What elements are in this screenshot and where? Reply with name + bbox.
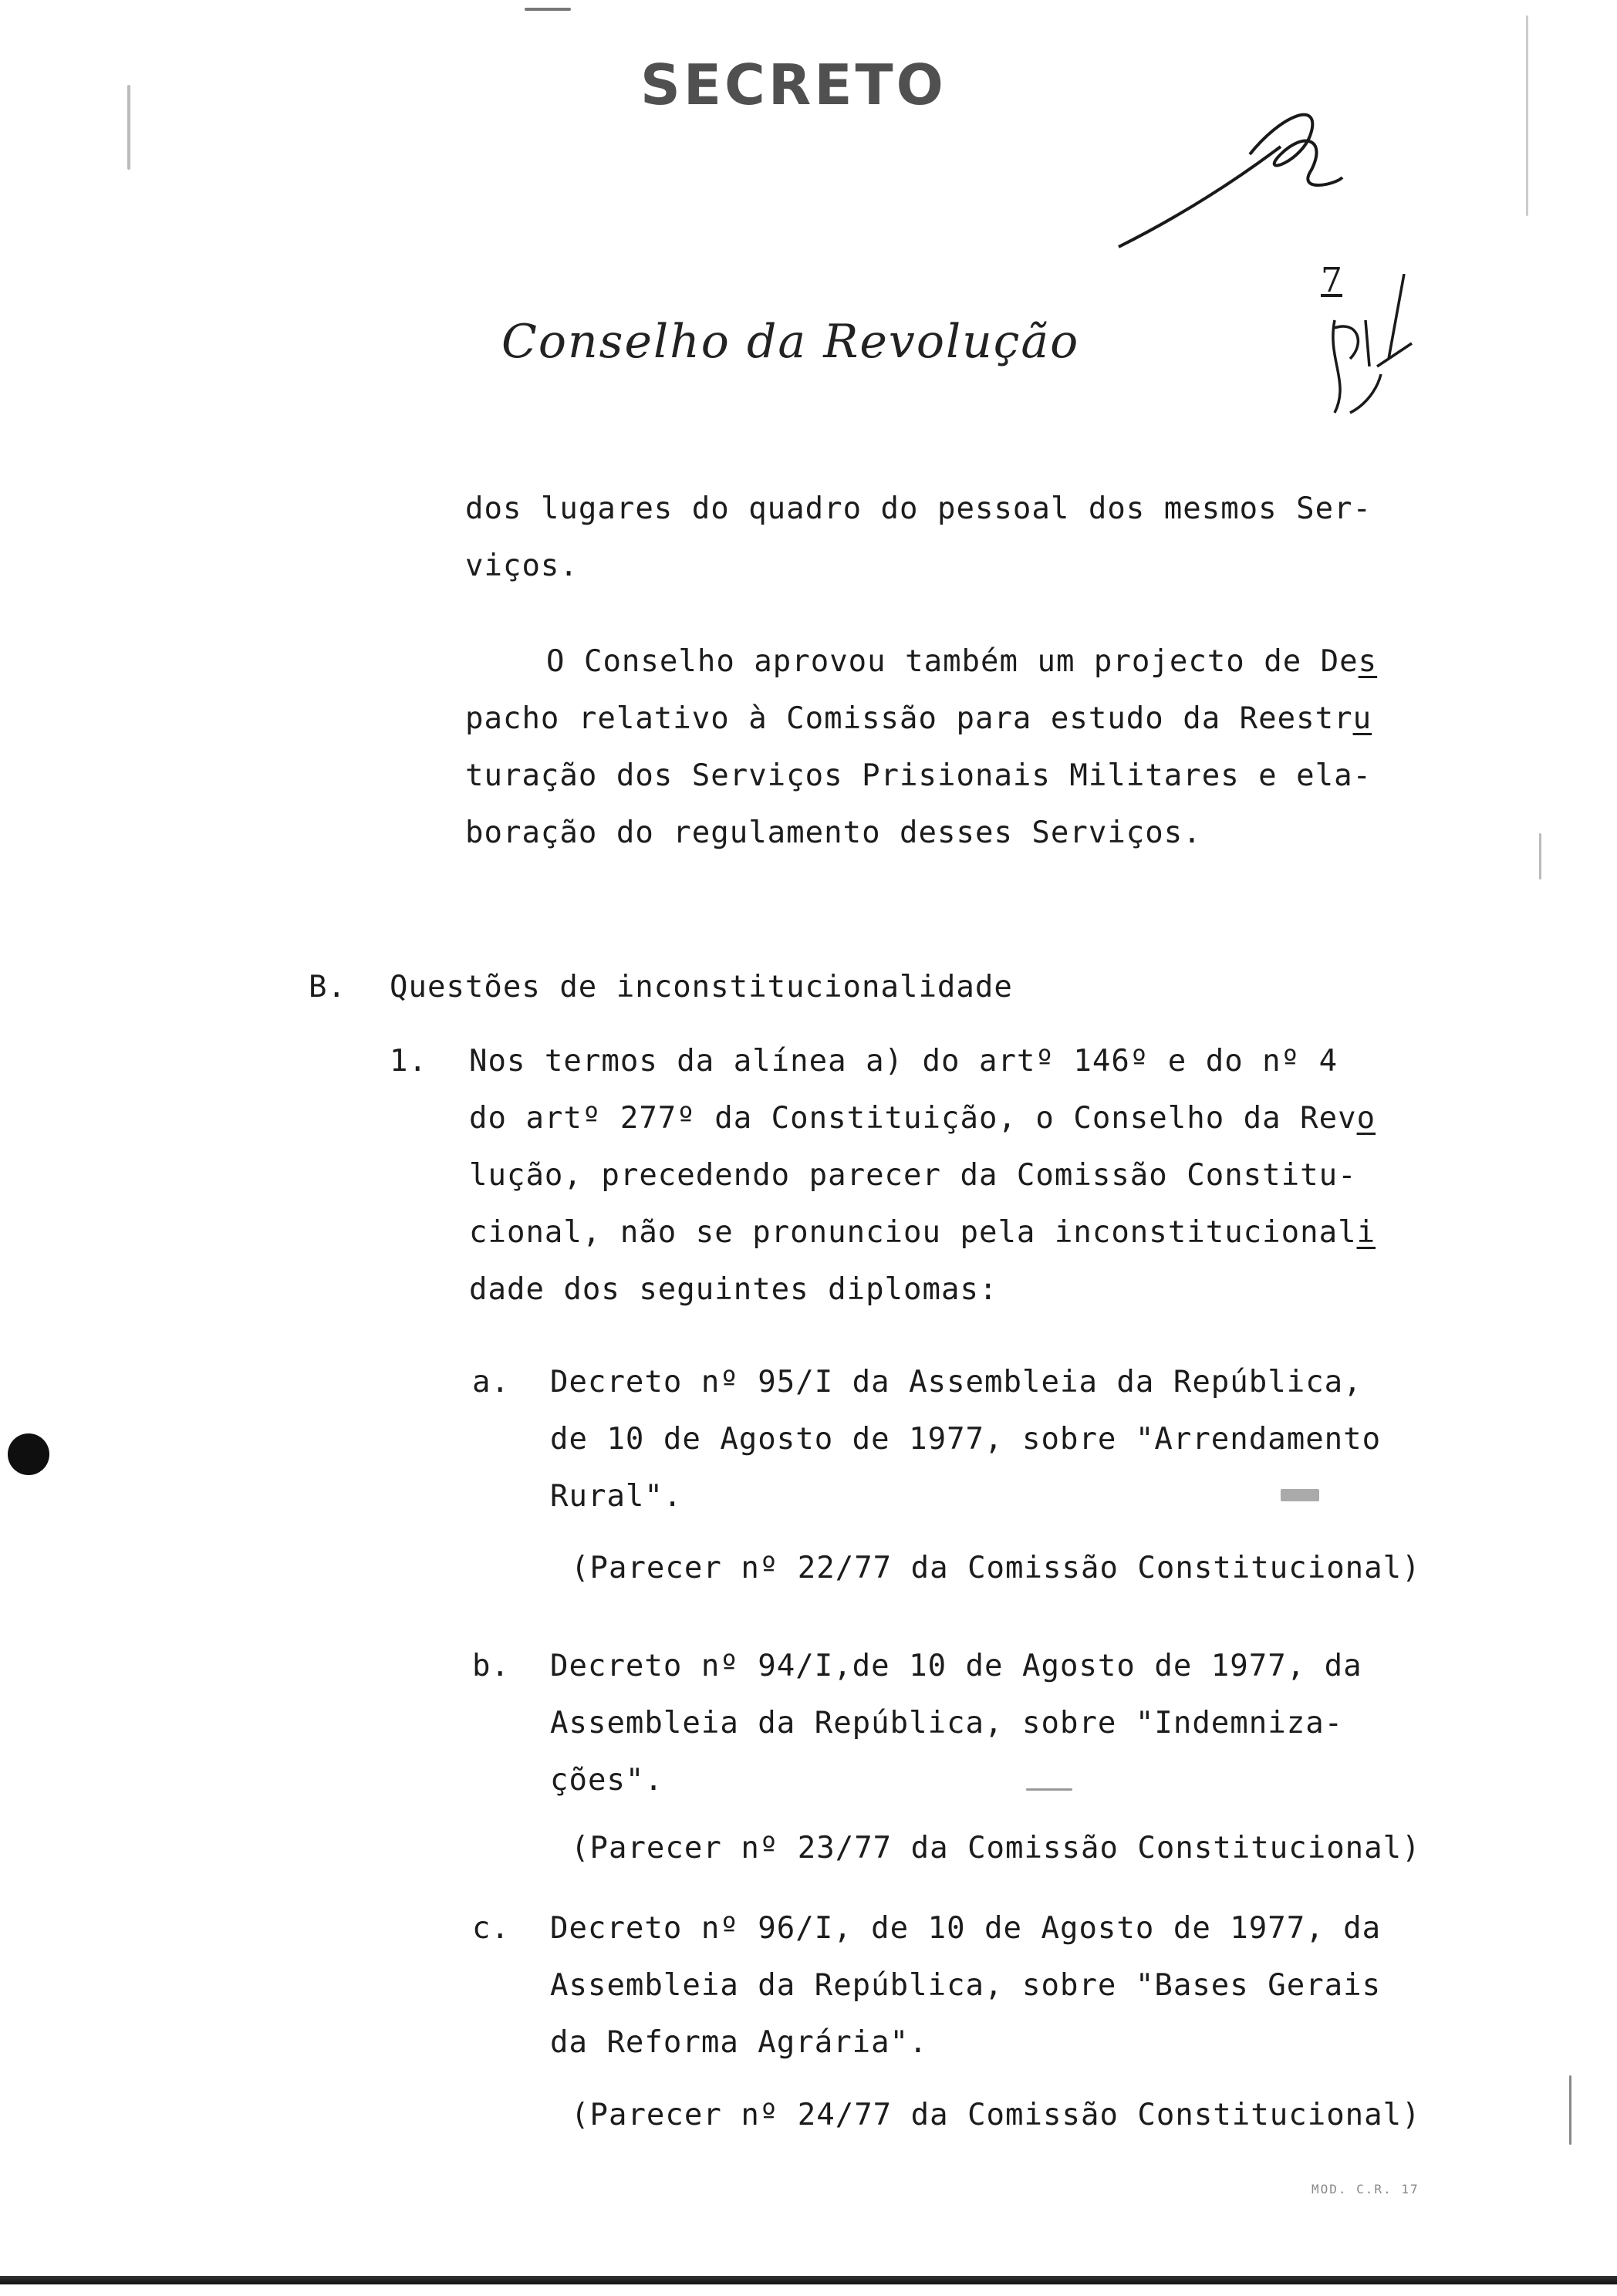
- intro-line-1: dos lugares do quadro do pessoal dos mesmos Ser-: [465, 491, 1372, 526]
- diploma-a-letter: a.: [472, 1365, 510, 1400]
- intro-line-2: viços.: [465, 549, 579, 583]
- diploma-a-line-2: de 10 de Agosto de 1977, sobre "Arrendamento: [550, 1422, 1382, 1457]
- item-line-5: dade dos seguintes diplomas:: [469, 1272, 998, 1307]
- para2-line-4: boração do regulamento desses Serviços.: [465, 815, 1202, 850]
- item-line-4-text: cional, não se pronunciou pela inconstitucional: [469, 1215, 1357, 1250]
- diploma-a-parecer: (Parecer nº 22/77 da Comissão Constitucional): [571, 1551, 1421, 1585]
- bottom-edge-rule: [0, 2276, 1617, 2284]
- handwritten-initials-margin: [1304, 274, 1420, 428]
- handwritten-initials: [1103, 93, 1350, 262]
- diploma-b-letter: b.: [472, 1649, 510, 1683]
- scan-speck: [1569, 2075, 1571, 2145]
- para2-line-1-text: O Conselho aprovou também um projecto de De: [546, 644, 1359, 679]
- diploma-a-line-3: Rural".: [550, 1479, 683, 1514]
- para2-line-2-hyphen: u: [1352, 701, 1372, 736]
- item-line-4: [469, 1217, 1376, 1248]
- para2-line-3: turação dos Serviços Prisionais Militares e ela-: [465, 758, 1372, 793]
- item-line-3: lução, precedendo parecer da Comissão Constitu-: [469, 1158, 1357, 1193]
- diploma-b-line-1: Decreto nº 94/I,de 10 de Agosto de 1977, da: [550, 1649, 1362, 1683]
- item-line-2-hyphen: o: [1356, 1101, 1376, 1136]
- item-line-1: Nos termos da alínea a) do artº 146º e do nº 4: [469, 1044, 1338, 1079]
- classification-stamp: SECRETO: [640, 52, 947, 117]
- item-line-2: [469, 1103, 1376, 1134]
- item-line-2-text: do artº 277º da Constituição, o Conselho da Rev: [469, 1101, 1357, 1136]
- para2-line-1-hyphen: s: [1358, 644, 1378, 679]
- para2-line-2: [465, 701, 1372, 736]
- scan-speck: [1281, 1489, 1319, 1501]
- section-letter: B.: [309, 970, 346, 1004]
- diploma-b-parecer: (Parecer nº 23/77 da Comissão Constitucional): [571, 1831, 1421, 1866]
- item-number: 1.: [390, 1044, 427, 1079]
- diploma-b-line-3: ções".: [550, 1763, 663, 1798]
- scan-speck: [1026, 1788, 1072, 1791]
- scan-speck: [1526, 15, 1528, 216]
- diploma-b-line-2: Assembleia da República, sobre "Indemniza-: [550, 1706, 1344, 1741]
- item-line-4-hyphen: i: [1356, 1215, 1376, 1250]
- diploma-a-line-1: Decreto nº 95/I da Assembleia da República,: [550, 1365, 1362, 1400]
- diploma-c-line-2: Assembleia da República, sobre "Bases Gerais: [550, 1968, 1382, 2003]
- section-title: Questões de inconstitucionalidade: [390, 970, 1013, 1004]
- punch-hole: [8, 1433, 49, 1475]
- form-code: MOD. C.R. 17: [1311, 2182, 1420, 2196]
- diploma-c-letter: c.: [472, 1911, 510, 1946]
- para2-line-2-text: pacho relativo à Comissão para estudo da Reestr: [465, 701, 1353, 736]
- para2-line-1: [546, 644, 1378, 679]
- scan-speck: [127, 85, 130, 170]
- diploma-c-line-3: da Reforma Agrária".: [550, 2025, 928, 2060]
- page-number: 7: [1321, 261, 1342, 300]
- scan-speck: [525, 8, 571, 11]
- diploma-c-line-1: Decreto nº 96/I, de 10 de Agosto de 1977, da: [550, 1911, 1382, 1946]
- diploma-c-parecer: (Parecer nº 24/77 da Comissão Constitucional): [571, 2098, 1421, 2132]
- masthead: Conselho da Revolução: [501, 315, 1080, 369]
- scan-speck: [1539, 833, 1541, 880]
